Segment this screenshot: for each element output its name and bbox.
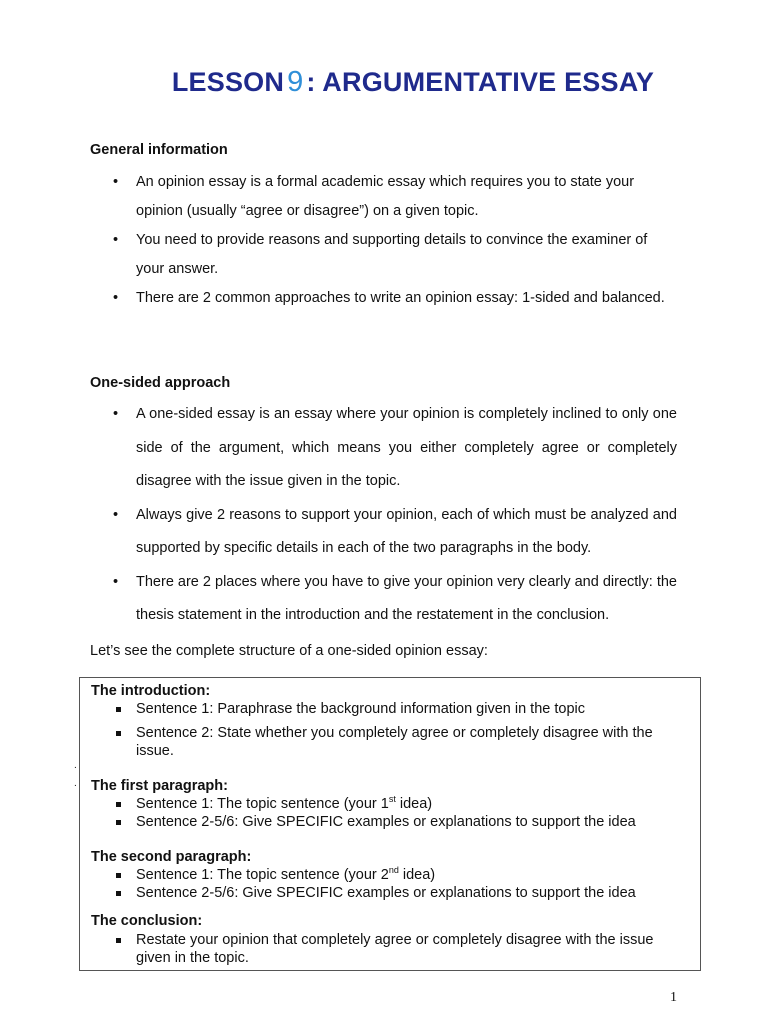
- second-paragraph-list: [80, 866, 661, 902]
- list-item: • You need to provide reasons and supporting details to convince the examiner of your answer.: [0, 226, 677, 284]
- list-item: • A one-sided essay is an essay where your opinion is completely inclined to only one side of the argument, which means you either completely agree or completely disagree with the issue given in the topic.: [0, 398, 677, 499]
- first-paragraph-heading: The first paragraph:: [91, 778, 228, 794]
- list-item: • An opinion essay is a formal academic essay which requires you to state your opinion (usually “agree or disagree”) on a given topic.: [0, 168, 677, 226]
- conclusion-heading: The conclusion:: [91, 913, 203, 929]
- list-item: • There are 2 common approaches to write an opinion essay: 1-sided and balanced.: [0, 284, 677, 313]
- list-item: Restate your opinion that completely agree or completely disagree with the issue given in the topic.: [80, 931, 661, 967]
- list-item: • There are 2 places where you have to give your opinion very clearly and directly: the thesis statement in the introduction and the restatement in the conclusion.: [0, 566, 677, 633]
- introduction-list: [80, 700, 661, 760]
- introduction-heading: The introduction:: [91, 683, 211, 699]
- one-sided-list: [0, 398, 677, 633]
- list-item: Sentence 2: State whether you completely agree or completely disagree with the issue.: [80, 724, 661, 760]
- title-prefix: LESSON: [171, 67, 285, 97]
- page-number: 1: [670, 990, 677, 1005]
- list-item: Sentence 2-5/6: Give SPECIFIC examples or explanations to support the idea: [80, 884, 661, 902]
- structure-intro: Let’s see the complete structure of a one-sided opinion essay:: [90, 643, 488, 659]
- general-info-list: [0, 168, 677, 313]
- first-paragraph-list: [80, 795, 661, 831]
- lesson-number: 9: [287, 66, 304, 98]
- list-item: • Always give 2 reasons to support your opinion, each of which must be analyzed and supported by specific details in each of the two paragraphs in the body.: [0, 499, 677, 566]
- list-item: Sentence 2-5/6: Give SPECIFIC examples or explanations to support the idea: [80, 813, 661, 831]
- list-item: Sentence 1: The topic sentence (your 2nd idea): [80, 866, 661, 884]
- list-item: Sentence 1: Paraphrase the background information given in the topic: [80, 700, 661, 718]
- list-item: Sentence 1: The topic sentence (your 1st idea): [80, 795, 661, 813]
- stray-dot: .: [74, 778, 77, 789]
- conclusion-list: [80, 931, 661, 967]
- one-sided-heading: One-sided approach: [90, 375, 231, 391]
- structure-box: [79, 677, 701, 971]
- second-paragraph-heading: The second paragraph:: [91, 849, 252, 865]
- title-suffix: : ARGUMENTATIVE ESSAY: [306, 67, 655, 97]
- stray-dot: .: [74, 760, 77, 771]
- page-title: [0, 66, 768, 99]
- general-info-heading: General information: [90, 142, 228, 158]
